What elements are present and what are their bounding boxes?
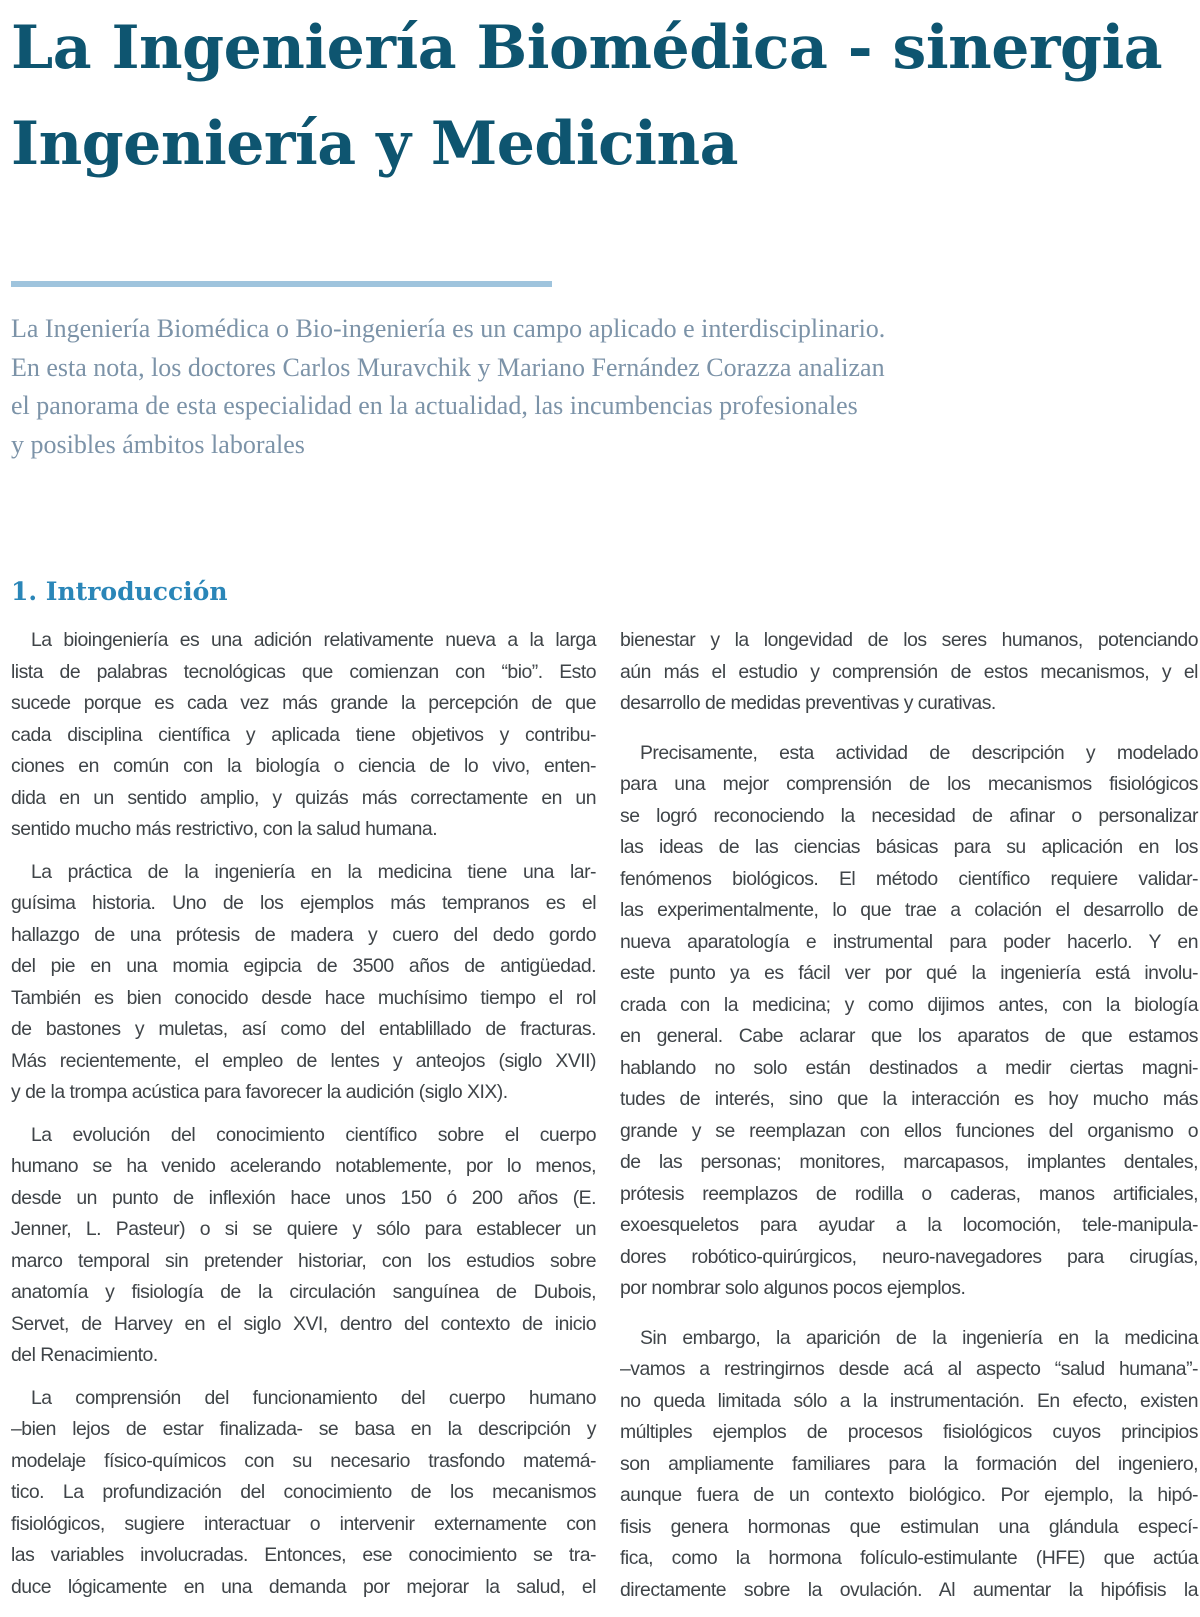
- body-line: guísima historia. Uno de los ejemplos más tempranos es el: [11, 892, 596, 914]
- body-line: no queda limitada sólo a la instrumentación. En efecto, existen: [620, 1389, 1198, 1412]
- body-line: Precisamente, esta actividad de descripción y modelado: [640, 741, 1198, 764]
- body-line: La bioingeniería es una adición relativamente nueva a la larga: [31, 629, 596, 651]
- body-line: tudes de interés, sino que la interacción es hoy mucho más: [620, 1088, 1198, 1110]
- body-line: También es bien conocido desde hace muchísimo tiempo el rol: [11, 986, 596, 1009]
- body-paragraph: [11, 625, 596, 846]
- body-line: dida en un sentido amplio, y quizás más correctamente en un: [11, 786, 596, 809]
- body-line: prótesis reemplazos de rodilla o caderas, manos artificiales,: [620, 1182, 1198, 1205]
- body-line: lista de palabras tecnológicas que comienzan con “bio”. Esto: [11, 660, 596, 683]
- body-line: del pie en una momia egipcia de 3500 años de antigüedad.: [11, 955, 596, 977]
- body-line: desarrollo de medidas preventivas y curativas.: [620, 692, 996, 714]
- body-line: las variables involucradas. Entonces, ese conocimiento se tra-: [11, 1544, 596, 1566]
- body-line: anatomía y fisiología de la circulación sanguínea de Dubois,: [11, 1281, 596, 1303]
- title-divider: [11, 281, 552, 287]
- body-line: este punto ya es fácil ver por qué la ingeniería está involu-: [620, 962, 1198, 984]
- body-line: La evolución del conocimiento científico sobre el cuerpo: [31, 1123, 596, 1146]
- body-line: duce lógicamente en una demanda por mejorar la salud, el: [11, 1575, 596, 1598]
- body-line: Más recientemente, el empleo de lentes y anteojos (siglo XVII): [11, 1049, 596, 1072]
- body-line: aunque fuera de un contexto biológico. Por ejemplo, la hipó-: [620, 1484, 1198, 1506]
- body-line: se logró reconociendo la necesidad de afinar o personalizar: [620, 804, 1198, 827]
- body-line: aún más el estudio y comprensión de estos mecanismos, y el: [620, 660, 1198, 683]
- body-line: fisis genera hormonas que estimulan una glándula especí-: [620, 1515, 1198, 1538]
- lead-line: La Ingeniería Biomédica o Bio-ingeniería es un campo aplicado e interdisciplinario.: [11, 314, 886, 343]
- body-line: directamente sobre la ovulación. Al aumentar la hipófisis la: [620, 1578, 1198, 1601]
- title-line: La Ingeniería Biomédica - sinergia: [11, 13, 1163, 83]
- body-line: de las personas; monitores, marcapasos, implantes dentales,: [620, 1151, 1198, 1173]
- left-column: [11, 625, 596, 1614]
- body-line: crada con la medicina; y como dijimos antes, con la biología: [620, 993, 1198, 1016]
- body-paragraph: [620, 625, 1198, 720]
- body-line: nueva aparatología e instrumental para poder hacerlo. Y en: [620, 930, 1198, 953]
- lead-line: el panorama de esta especialidad en la actualidad, las incumbencias profesionales: [11, 391, 858, 420]
- body-line: para una mejor comprensión de los mecanismos fisiológicos: [620, 773, 1198, 795]
- body-line: La práctica de la ingeniería en la medicina tiene una lar-: [31, 860, 596, 883]
- body-line: son ampliamente familiares para la formación del ingeniero,: [620, 1452, 1198, 1475]
- body-line: por nombrar solo algunos pocos ejemplos.: [620, 1277, 966, 1299]
- body-paragraph: [620, 738, 1198, 1305]
- body-line: bienestar y la longevidad de los seres humanos, potenciando: [620, 629, 1198, 651]
- body-line: fisiológicos, sugiere interactuar o intervenir externamente con: [11, 1512, 596, 1535]
- body-line: desde un punto de inflexión hace unos 150 ó 200 años (E.: [11, 1186, 596, 1209]
- body-line: hallazgo de una prótesis de madera y cuero del dedo gordo: [11, 923, 596, 946]
- lead-line: y posibles ámbitos laborales: [11, 429, 305, 459]
- section-heading: 1. Introducción: [11, 577, 228, 606]
- body-line: sentido mucho más restrictivo, con la salud humana.: [11, 818, 438, 840]
- page-title: [11, 0, 1191, 192]
- lead-paragraph: [11, 310, 1011, 464]
- body-line: dores robótico-quirúrgicos, neuro-navegadores para cirugías,: [620, 1245, 1198, 1268]
- body-paragraph: [620, 1323, 1198, 1607]
- lead-line: En esta nota, los doctores Carlos Muravchik y Mariano Fernández Corazza analizan: [11, 352, 885, 382]
- body-line: las experimentalmente, lo que trae a colación el desarrollo de: [620, 899, 1198, 921]
- body-paragraph: [11, 1120, 596, 1372]
- body-paragraph: [11, 1383, 596, 1604]
- body-line: ciones en común con la biología o ciencia de lo vivo, enten-: [11, 755, 596, 777]
- body-line: Jenner, L. Pasteur) o si se quiere y sólo para establecer un: [11, 1218, 596, 1240]
- body-line: modelaje físico-químicos con su necesario trasfondo matemá-: [11, 1449, 596, 1472]
- title-line: Ingeniería y Medicina: [11, 109, 738, 179]
- body-line: Sin embargo, la aparición de la ingeniería en la medicina: [640, 1326, 1198, 1349]
- body-line: exoesqueletos para ayudar a la locomoción, tele-manipula-: [620, 1214, 1198, 1236]
- body-line: –vamos a restringirnos desde acá al aspecto “salud humana”-: [620, 1358, 1198, 1380]
- right-column: [620, 625, 1198, 1617]
- body-line: del Renacimiento.: [11, 1344, 158, 1366]
- body-line: marco temporal sin pretender historiar, con los estudios sobre: [11, 1249, 596, 1272]
- body-line: fenómenos biológicos. El método científico requiere validar-: [620, 867, 1198, 890]
- body-line: fica, como la hormona folículo-estimulante (HFE) que actúa: [620, 1547, 1198, 1569]
- body-line: grande y se reemplazan con ellos funciones del organismo o: [620, 1119, 1198, 1142]
- body-line: las ideas de las ciencias básicas para su aplicación en los: [620, 836, 1198, 858]
- body-line: –bien lejos de estar finalizada- se basa en la descripción y: [11, 1418, 596, 1440]
- body-line: hablando no solo están destinados a medir ciertas magni-: [620, 1056, 1198, 1079]
- body-line: cada disciplina científica y aplicada tiene objetivos y contribu-: [11, 723, 596, 746]
- body-line: Servet, de Harvey en el siglo XVI, dentro del contexto de inicio: [11, 1312, 596, 1335]
- body-line: múltiples ejemplos de procesos fisiológicos cuyos principios: [620, 1421, 1198, 1443]
- body-line: de bastones y muletas, así como del entablillado de fracturas.: [11, 1018, 596, 1040]
- body-line: La comprensión del funcionamiento del cuerpo humano: [31, 1386, 596, 1409]
- body-line: y de la trompa acústica para favorecer la audición (siglo XIX).: [11, 1081, 508, 1103]
- body-line: tico. La profundización del conocimiento de los mecanismos: [11, 1481, 596, 1503]
- body-line: humano se ha venido acelerando notablemente, por lo menos,: [11, 1155, 596, 1177]
- body-line: en general. Cabe aclarar que los aparatos de que estamos: [620, 1025, 1198, 1047]
- body-paragraph: [11, 857, 596, 1109]
- body-line: sucede porque es cada vez más grande la percepción de que: [11, 692, 596, 714]
